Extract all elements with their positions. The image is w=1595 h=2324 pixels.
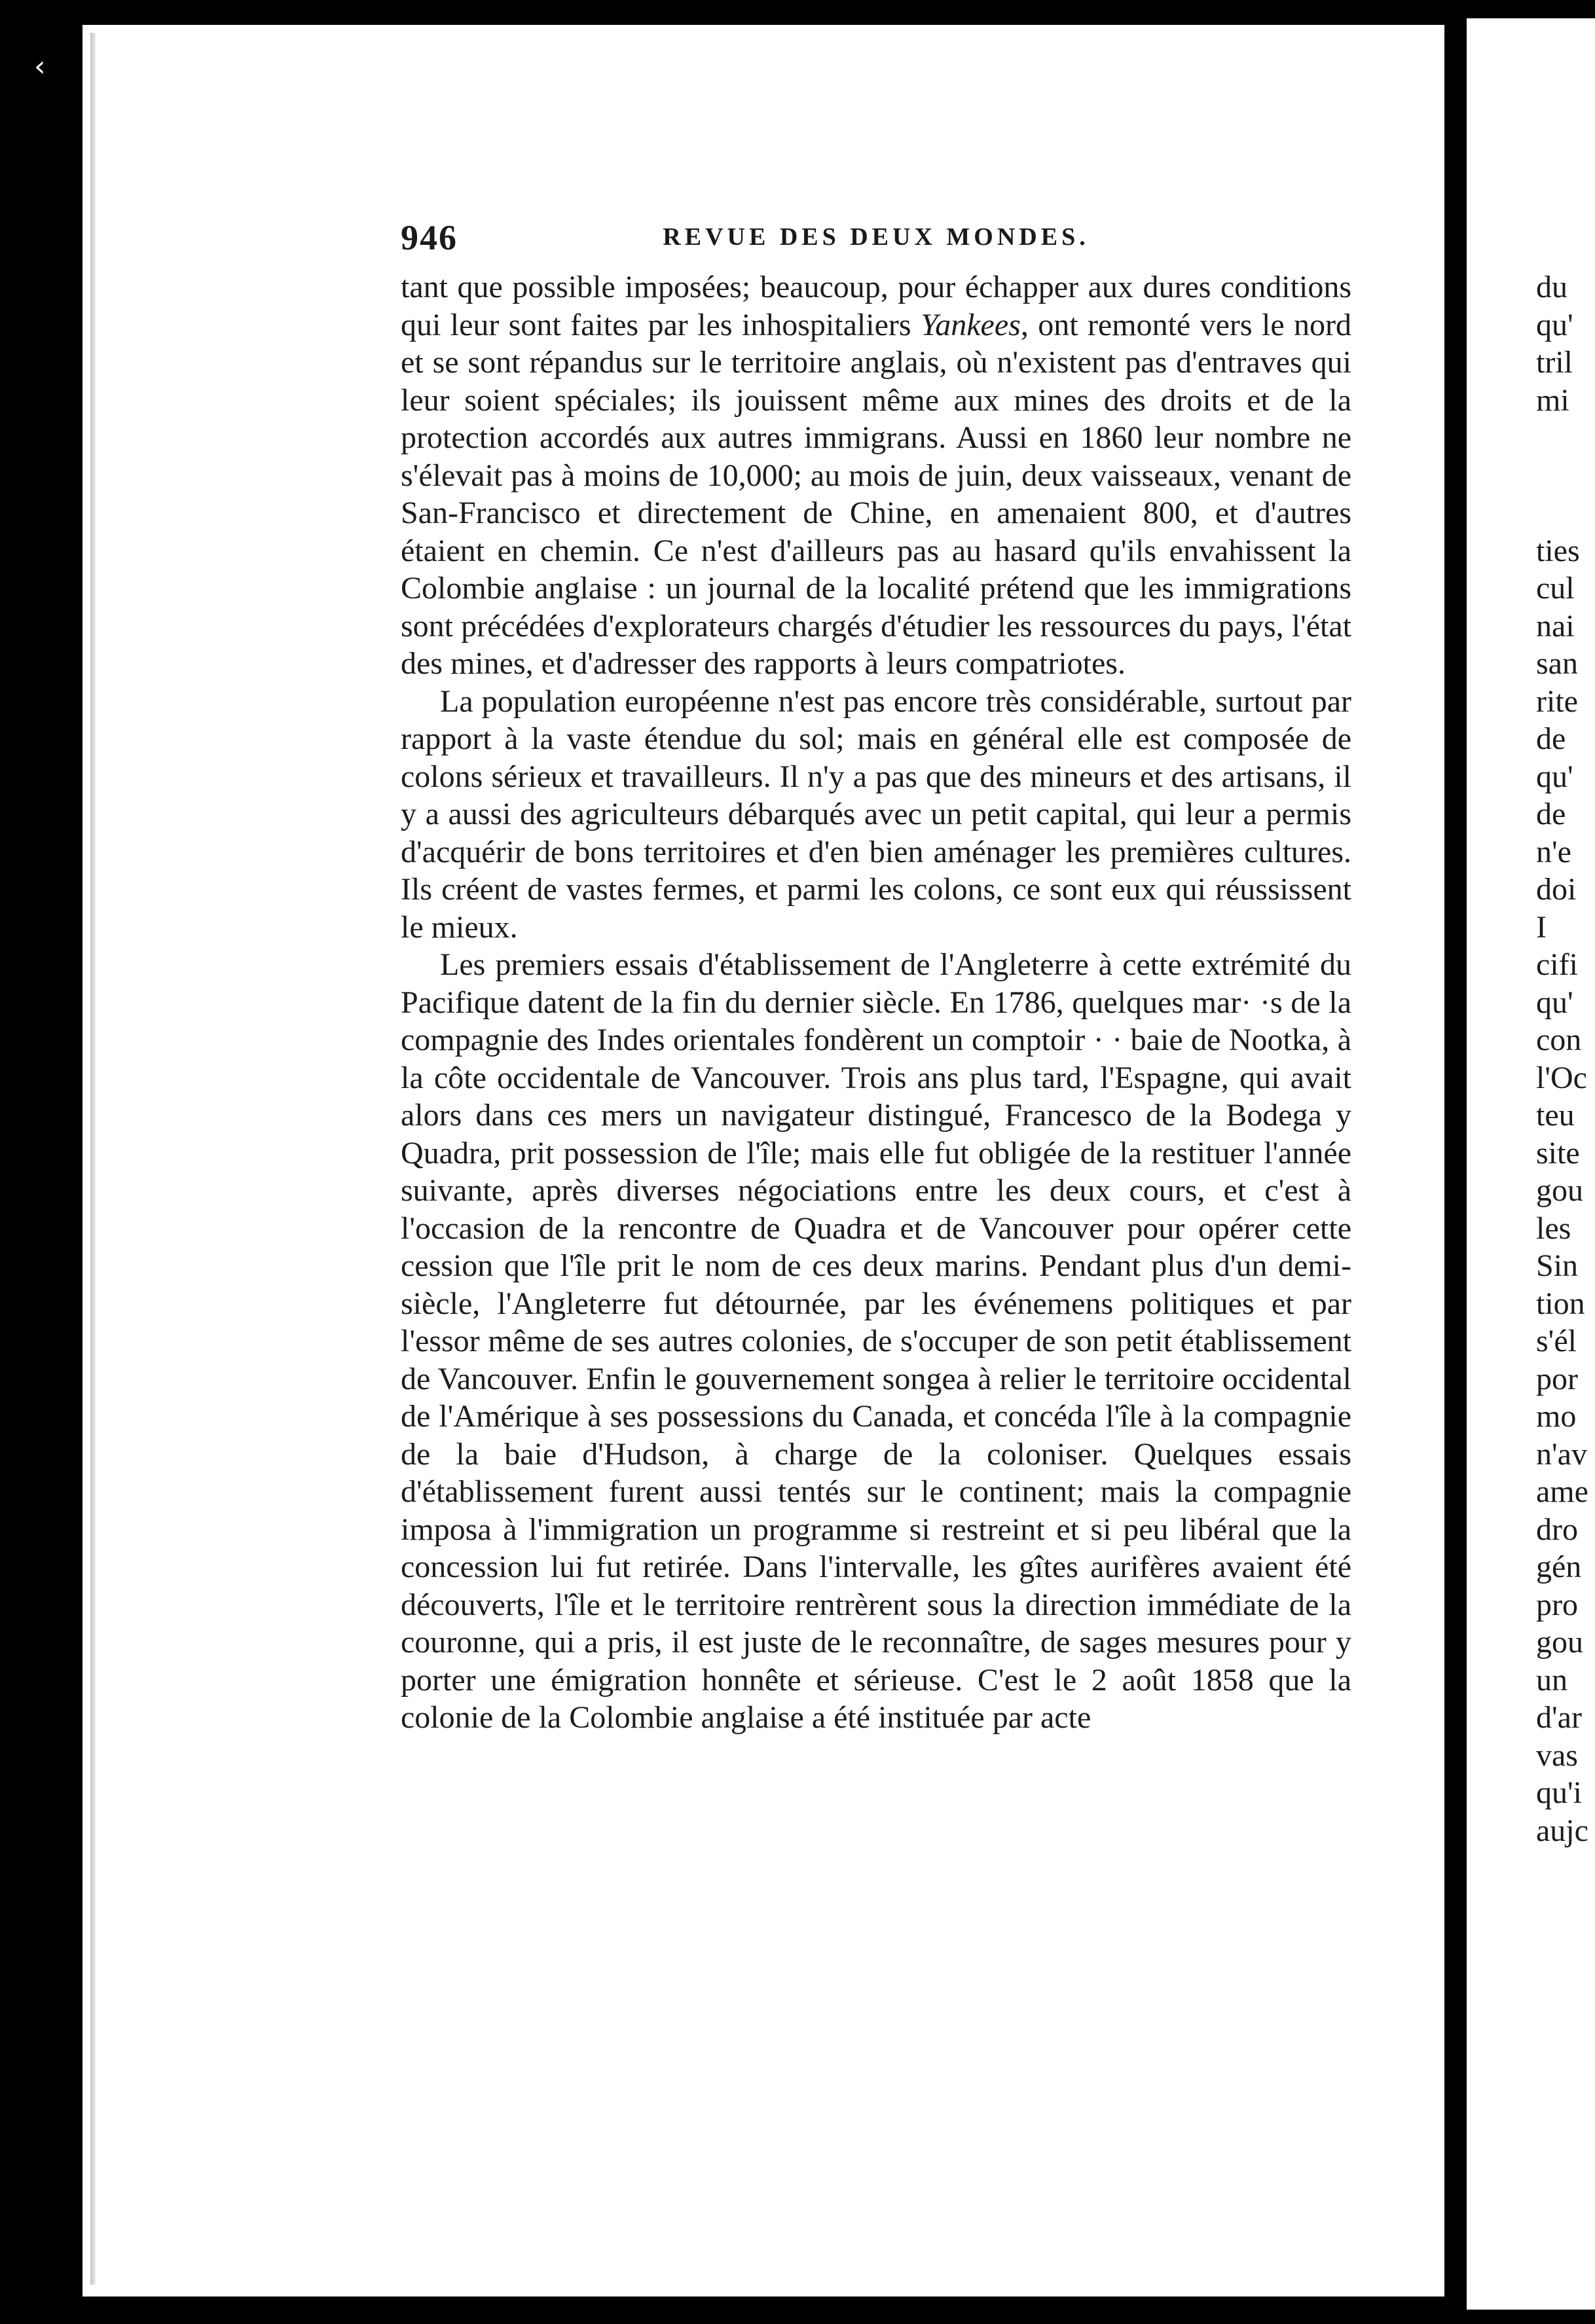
right-page-fragment: mi	[1536, 382, 1569, 418]
right-page-fragment: de	[1536, 797, 1566, 831]
right-page-fragment: qu'	[1536, 307, 1573, 342]
right-page-fragment: I	[1536, 909, 1547, 945]
right-page-fragment: por	[1536, 1361, 1578, 1396]
right-page-fragment: san	[1536, 646, 1578, 681]
right-page-fragment: dro	[1536, 1512, 1578, 1547]
running-title: REVUE DES DEUX MONDES.	[663, 223, 1090, 251]
right-page-fragment: vas	[1536, 1737, 1578, 1773]
right-page-fragment: s'él	[1536, 1324, 1577, 1358]
right-page-fragment: les	[1536, 1210, 1571, 1246]
page-header	[401, 217, 1351, 257]
right-page-fragment: tion	[1536, 1286, 1585, 1321]
right-page-fragment: ame	[1536, 1474, 1588, 1509]
right-page-fragment: doi	[1536, 872, 1577, 907]
paragraph-1-text-a: tant que possible imposées; beaucoup, pour échapper aux dures conditions qui leur sont faites par les inhospitaliers	[401, 270, 1351, 342]
right-page-fragment: gou	[1536, 1625, 1583, 1660]
right-page-fragment: de	[1536, 721, 1566, 756]
right-page-fragment: teu	[1536, 1098, 1575, 1133]
right-page-fragment: ties	[1536, 533, 1580, 568]
page-gutter	[1444, 25, 1467, 2297]
page-edge-shadow	[90, 33, 96, 2285]
paragraph-1-italic: Yankees	[920, 307, 1021, 342]
right-page-fragment: l'Oc	[1536, 1060, 1587, 1095]
right-page-text-fragments	[1536, 268, 1595, 1849]
right-page-fragment: Sin	[1536, 1248, 1579, 1283]
right-page-fragment: qu'i	[1536, 1775, 1582, 1810]
right-page-fragment: gén	[1536, 1550, 1582, 1584]
right-page-fragment: tril	[1536, 345, 1573, 380]
right-page-fragment: site	[1536, 1135, 1580, 1171]
right-page-fragment: d'ar	[1536, 1700, 1582, 1735]
right-page-fragment: con	[1536, 1023, 1582, 1057]
right-page-fragment	[1536, 494, 1595, 532]
corner-mark-icon: ‹	[34, 50, 46, 83]
right-page-fragment: qu'	[1536, 985, 1573, 1020]
right-page-fragment: gou	[1536, 1173, 1583, 1208]
right-page-fragment: qu'	[1536, 759, 1573, 794]
right-page-fragment	[1536, 419, 1595, 457]
paragraph-2: La population européenne n'est pas encore très considérable, surtout par rapport à la vaste étendue du sol; mais en général elle est composée de colons sérieux et travailleurs. Il n'y a pas que des mineurs et des artisans, il y a aussi des agriculteurs débarqués avec un petit capital, qui leur a permis d'acquérir de bons territoires et d'en bien aménager les premières cultures. Ils créent de vastes fermes, et parmi les colons, ce sont eux qui réussissent le mieux.	[401, 683, 1351, 945]
right-page-fragment: cifi	[1536, 947, 1578, 982]
right-page-fragment: du	[1536, 270, 1568, 304]
right-page-fragment: un	[1536, 1662, 1568, 1698]
paragraph-3: Les premiers essais d'établissement de l'Angleterre à cette extrémité du Pacifique datent de la fin du dernier siècle. En 1786, quelques mar· ·s de la compagnie des Indes orientales fondèrent un comptoir · · baie de Nootka, à la côte occidentale de Vancouver. Trois ans plus tard, l'Espagne, qui avait alors dans ces mers un navigateur distingué, Francesco de la Bodega y Quadra, prit possession de l'île; mais elle fut obligée de la restituer l'année suivante, après diverses négociations entre les deux cours, et c'est à l'occasion de la rencontre de Quadra et de Vancouver pour opérer cette cession que l'île prit le nom de ces deux marins. Pendant plus d'un demi-siècle, l'Angleterre fut détournée, par les événemens politiques et par l'essor même de ses autres colonies, de s'occuper de son petit établissement de Vancouver. Enfin le gouvernement songea à relier le territoire occidental de l'Amérique à ses possessions du Canada, et concéda l'île à la compagnie de la baie d'Hudson, à charge de la coloniser. Quelques essais d'établissement furent aussi tentés sur le continent; mais la compagnie imposa à l'immigration un programme si restreint et si peu libéral que la concession lui fut retirée. Dans l'intervalle, les gîtes aurifères avaient été découverts, l'île et le territoire rentrèrent sous la direction immédiate de la couronne, qui a pris, il est juste de le reconnaître, de sages mesures pour y porter une émigration honnête et sérieuse. C'est le 2 août 1858 que la colonie de la Colombie anglaise a été instituée par acte	[401, 947, 1351, 1735]
paragraph-1	[401, 268, 1351, 683]
right-page-fragment: mo	[1536, 1399, 1577, 1434]
page-number: 946	[401, 218, 458, 257]
right-page-fragment	[1536, 457, 1595, 495]
right-page-fragment: n'av	[1536, 1436, 1587, 1472]
right-page-fragment: aujc	[1536, 1813, 1588, 1848]
right-page-fragment: pro	[1536, 1587, 1578, 1622]
paragraph-1-text-b: , ont remonté vers le nord et se sont répandus sur le territoire anglais, où n'existent pas d'entraves qui leur soient spéciales; ils jouissent même aux mines des droits et de la protection accordés aux autres immigrans. Aussi en 1860 leur nombre ne s'élevait pas à moins de 10,000; au mois de juin, deux vaisseaux, venant de San-Francisco et directement de Chine, en amenaient 800, et d'autres étaient en chemin. Ce n'est d'ailleurs pas au hasard qu'ils envahissent la Colombie anglaise : un journal de la localité prétend que les immigrations sont précédées d'explorateurs chargés d'étudier les ressources du pays, l'état des mines, et d'adresser des rapports à leurs compatriotes.	[401, 307, 1351, 681]
article-body	[401, 268, 1351, 1737]
right-page-fragment: n'e	[1536, 834, 1571, 869]
right-page-fragment: rite	[1536, 683, 1578, 719]
right-page-fragment: cul	[1536, 571, 1575, 606]
right-page-fragment: nai	[1536, 608, 1575, 644]
